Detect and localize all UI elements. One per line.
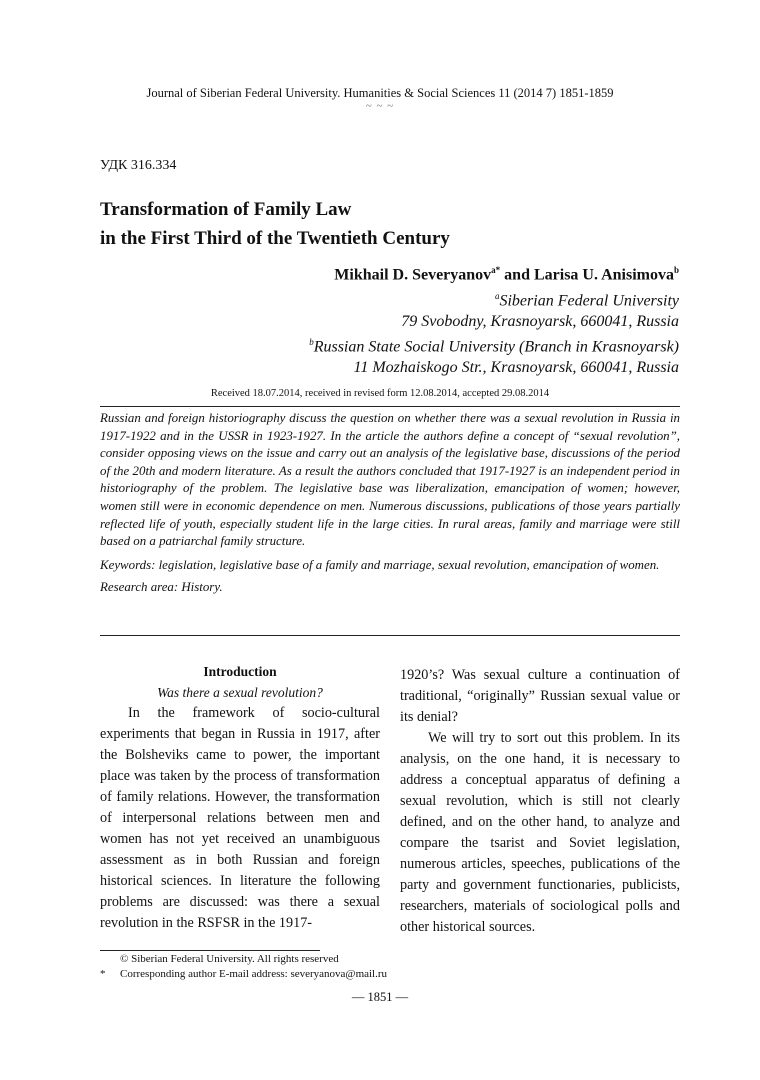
author-1: Mikhail D. Severyanov	[334, 266, 492, 284]
abstract-top-rule	[100, 406, 680, 407]
affiliation-a-mark: a	[494, 291, 500, 301]
author-2: and Larisa U. Anisimova	[500, 266, 674, 284]
abstract-text: Russian and foreign historiography discuss the question on whether there was a sexual revolution in Russia in 1917-1922 and in the USSR in 1923-1927. In the article the authors define a concept of “sexual revolution”, consider opposing views on the issue and carry out an analysis of the legislative base, discussions of the period of the 20th and modern literature. As a result the authors concluded that 1917-1927 is an independent period in historiography of the problem. The legislative base was liberalization, emancipation of women; however, women still were in economic dependence on men. Numerous discussions, publications of those years partially reflected life of youth, especially student life in the large cities. In rural areas, family and marriage were still based on a patriarchal family structure.	[100, 411, 680, 549]
title-line-1: Transformation of Family Law	[100, 199, 352, 220]
affiliation-a-address: 79 Svobodny, Krasnoyarsk, 660041, Russia	[401, 312, 679, 330]
paragraph-left: In the framework of socio-cultural experiments that began in Russia in 1917, after the Bolsheviks came to power, the important place was taken by the process of transformation of family relations. However, the transformation of interpersonal relations between men and women has not yet received an unambiguous assessment as in both Russian and foreign historical sciences. In literature the following problems are discussed: was there a sexual revolution in the RSFSR in the 1917-	[100, 705, 380, 931]
header-ornament: ~ ~ ~	[365, 100, 395, 112]
section-title: Introduction	[203, 664, 277, 679]
affiliations	[309, 286, 679, 379]
affiliation-a-name: $^a$Siberian Federal University	[494, 291, 679, 310]
author-1-mark: a*	[491, 265, 501, 275]
udk-code: УДК 316.334	[100, 158, 177, 173]
abstract-block	[100, 410, 680, 597]
footnote-rule	[100, 950, 320, 951]
article-title	[100, 195, 450, 253]
journal-header: Journal of Siberian Federal University. Humanities & Social Sciences 11 (2014 7) 1851-1859	[146, 86, 614, 100]
abstract-bottom-rule	[100, 635, 680, 636]
affiliation-b-name: $^b$Russian State Social University (Branch in Krasnoyarsk)	[309, 337, 679, 356]
paragraph-right-1: 1920’s? Was sexual culture a continuation of traditional, “originally” Russian sexual value or its denial?	[400, 667, 680, 725]
affiliation-b-mark: b	[309, 337, 314, 348]
footnote-copyright: © Siberian Federal University. All rights reserved	[120, 953, 339, 965]
affiliation-b-address: 11 Mozhaiskogo Str., Krasnoyarsk, 660041, Russia	[353, 359, 679, 377]
keywords: Keywords: legislation, legislative base of a family and marriage, sexual revolution, emancipation of women.	[100, 557, 660, 572]
page-number: — 1851 —	[351, 990, 409, 1004]
received-dates: Received 18.07.2014, received in revised form 12.08.2014, accepted 29.08.2014	[210, 388, 550, 399]
authors	[334, 265, 679, 284]
title-line-2: in the First Third of the Twentieth Century	[100, 228, 450, 249]
footnote-corresponding: * Corresponding author E-mail address: severyanova@mail.ru	[100, 968, 388, 980]
left-column	[100, 662, 380, 934]
footnote-star: *	[100, 968, 106, 980]
footnotes	[100, 952, 387, 982]
paragraph-right-2: We will try to sort out this problem. In its analysis, on the one hand, it is necessary to address a conceptual apparatus of defining a sexual revolution, which is still not clearly defined, and on the other hand, to analyze and compare the tsarist and Soviet legislation, numerous articles, speeches, publications of the party and government functionaries, publicists, researchers, materials of sociological polls and other historical sources.	[400, 730, 680, 935]
section-subtitle: Was there a sexual revolution?	[157, 685, 323, 700]
right-column	[400, 665, 680, 938]
author-2-mark: b	[673, 265, 679, 275]
research-area: Research area: History.	[100, 580, 223, 595]
